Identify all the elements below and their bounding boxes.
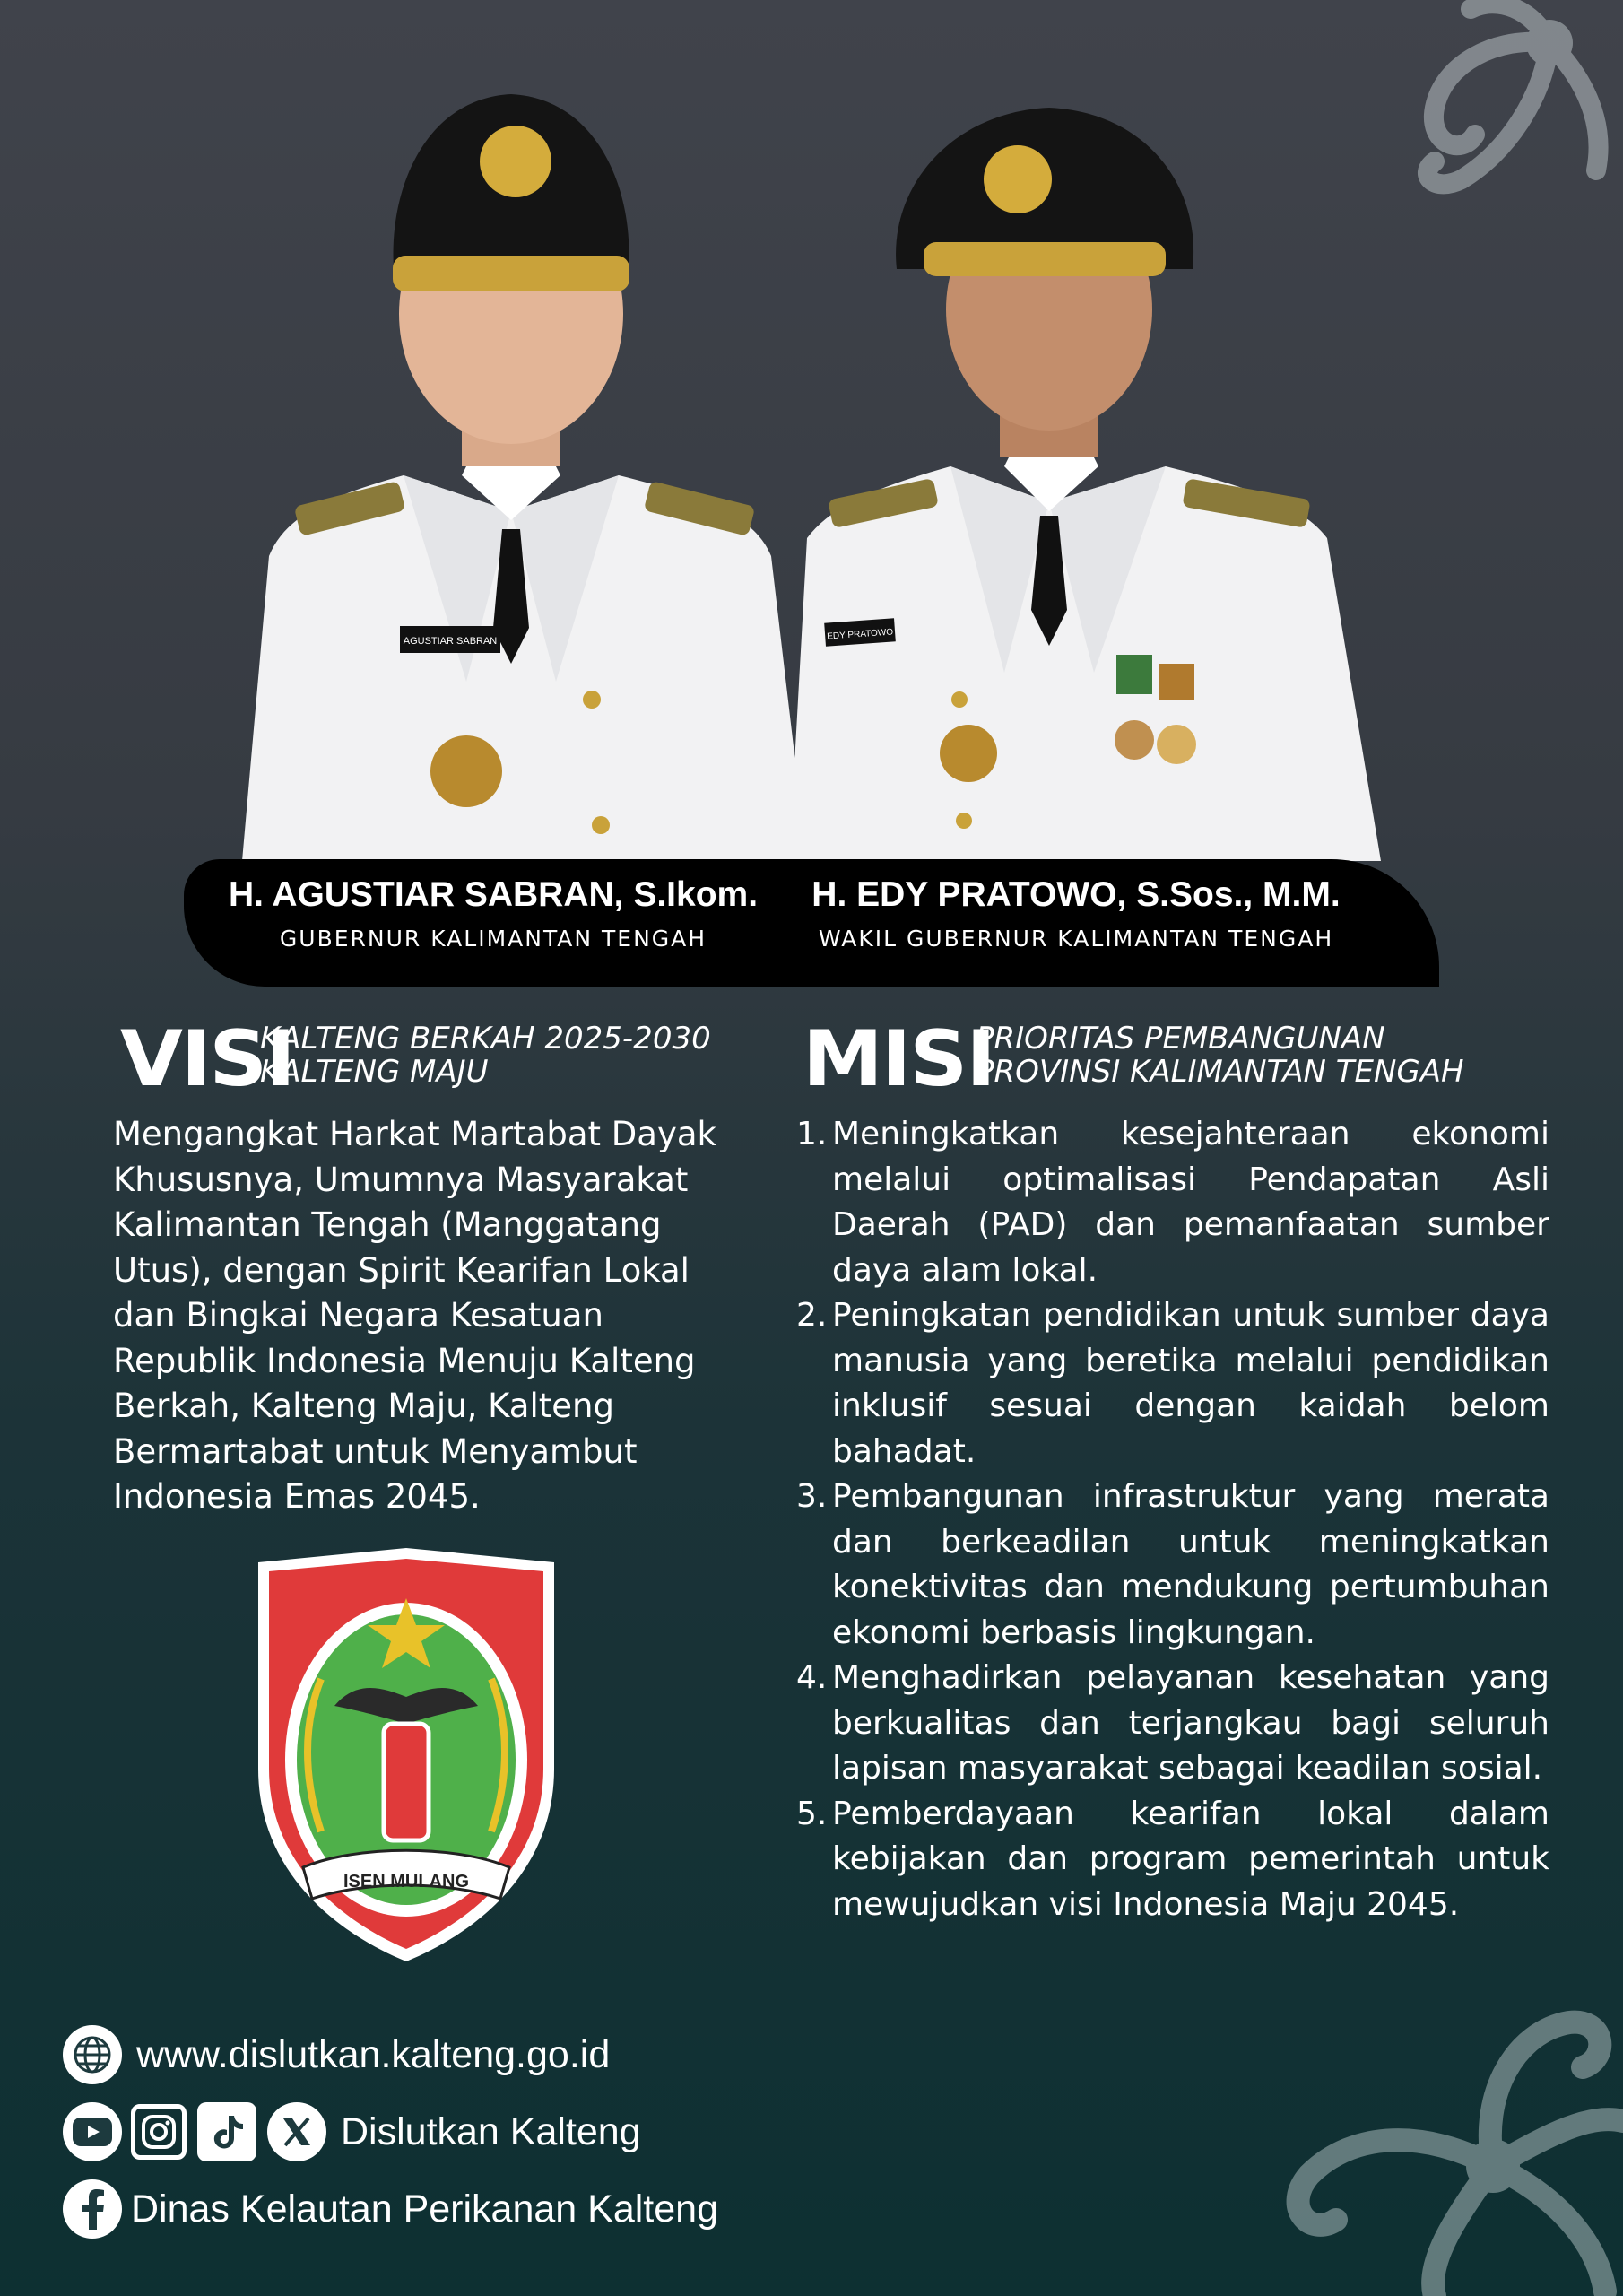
misi-subtitle-1: PRIORITAS PEMBANGUNAN <box>976 1021 1385 1057</box>
instagram-icon[interactable] <box>131 2104 187 2160</box>
misi-item <box>796 1656 1549 1792</box>
facebook-page[interactable]: Dinas Kelautan Perikanan Kalteng <box>131 2187 718 2231</box>
misi-item-number: 4. <box>796 1659 828 1696</box>
visi-heading: VISI <box>120 1014 294 1104</box>
misi-item-text: Meningkatkan kesejahteraan ekonomi melalui optimalisasi Pendapatan Asli Daerah (PAD) dan pemanfaatan sumber daya alam lokal. <box>832 1116 1549 1289</box>
tiktok-icon[interactable] <box>197 2102 256 2161</box>
website-row <box>63 2025 610 2084</box>
x-icon[interactable] <box>267 2102 326 2161</box>
governor-title: GUBERNUR KALIMANTAN TENGAH <box>279 926 707 952</box>
governor-name-tag: AGUSTIAR SABRAN <box>403 636 498 647</box>
kalteng-emblem <box>249 1544 563 1966</box>
misi-subtitle-2: PROVINSI KALIMANTAN TENGAH <box>976 1054 1464 1090</box>
misi-item <box>796 1293 1549 1474</box>
governor-name: H. AGUSTIAR SABRAN, S.Ikom. <box>228 875 759 914</box>
visi-subtitle-1: KALTENG BERKAH 2025-2030 <box>260 1021 711 1057</box>
social-row <box>63 2102 641 2161</box>
website-link[interactable]: www.dislutkan.kalteng.go.id <box>136 2032 611 2076</box>
globe-icon <box>63 2025 122 2084</box>
misi-item-text: Pemberdayaan kearifan lokal dalam kebijakan dan program pemerintah untuk mewujudkan visi Indonesia Maju 2045. <box>832 1795 1549 1923</box>
youtube-icon[interactable] <box>63 2102 122 2161</box>
vice-governor-name: H. EDY PRATOWO, S.Sos., M.M. <box>812 875 1341 914</box>
facebook-row <box>63 2179 718 2239</box>
misi-list <box>796 1112 1549 1927</box>
vice-governor-title: WAKIL GUBERNUR KALIMANTAN TENGAH <box>818 926 1334 952</box>
social-handle[interactable]: Dislutkan Kalteng <box>341 2109 641 2153</box>
misi-item <box>796 1792 1549 1928</box>
visi-subtitle-2: KALTENG MAJU <box>260 1054 489 1090</box>
emblem-motto: ISEN MULANG <box>343 1872 469 1892</box>
vice-governor-name-tag: EDY PRATOWO <box>826 627 894 642</box>
misi-item <box>796 1112 1549 1293</box>
misi-item-number: 3. <box>796 1478 828 1515</box>
misi-item-text: Menghadirkan pelayanan kesehatan yang berkualitas dan terjangkau bagi seluruh lapisan masyarakat sebagai keadilan sosial. <box>832 1659 1549 1787</box>
dayak-ornament-bottom-right <box>1246 1969 1623 2296</box>
misi-item <box>796 1474 1549 1656</box>
dayak-ornament-top-right <box>1363 0 1623 215</box>
governor-portrait <box>233 90 816 861</box>
facebook-icon[interactable] <box>63 2179 122 2239</box>
misi-item-text: Peningkatan pendidikan untuk sumber daya manusia yang beretika melalui pendidikan inklusif sesuai dengan kaidah belom bahadat. <box>832 1297 1549 1470</box>
misi-item-text: Pembangunan infrastruktur yang merata dan berkeadilan untuk meningkatkan konektivitas dan mendukung pertumbuhan ekonomi berbasis lingkungan. <box>832 1478 1549 1651</box>
misi-item-number: 5. <box>796 1795 828 1832</box>
visi-text: Mengangkat Harkat Martabat Dayak Khususnya, Umumnya Masyarakat Kalimantan Tengah (Manggatang Utus), dengan Spirit Kearifan Lokal dan Bingkai Negara Kesatuan Republik Indonesia Menuju Kalteng Berkah, Kalteng Maju, Kalteng Bermartabat untuk Menyambut Indonesia Emas 2045. <box>113 1115 716 1516</box>
misi-item-number: 1. <box>796 1116 828 1152</box>
vice-governor-portrait <box>789 108 1381 861</box>
misi-heading: MISI <box>803 1014 994 1104</box>
misi-item-number: 2. <box>796 1297 828 1334</box>
